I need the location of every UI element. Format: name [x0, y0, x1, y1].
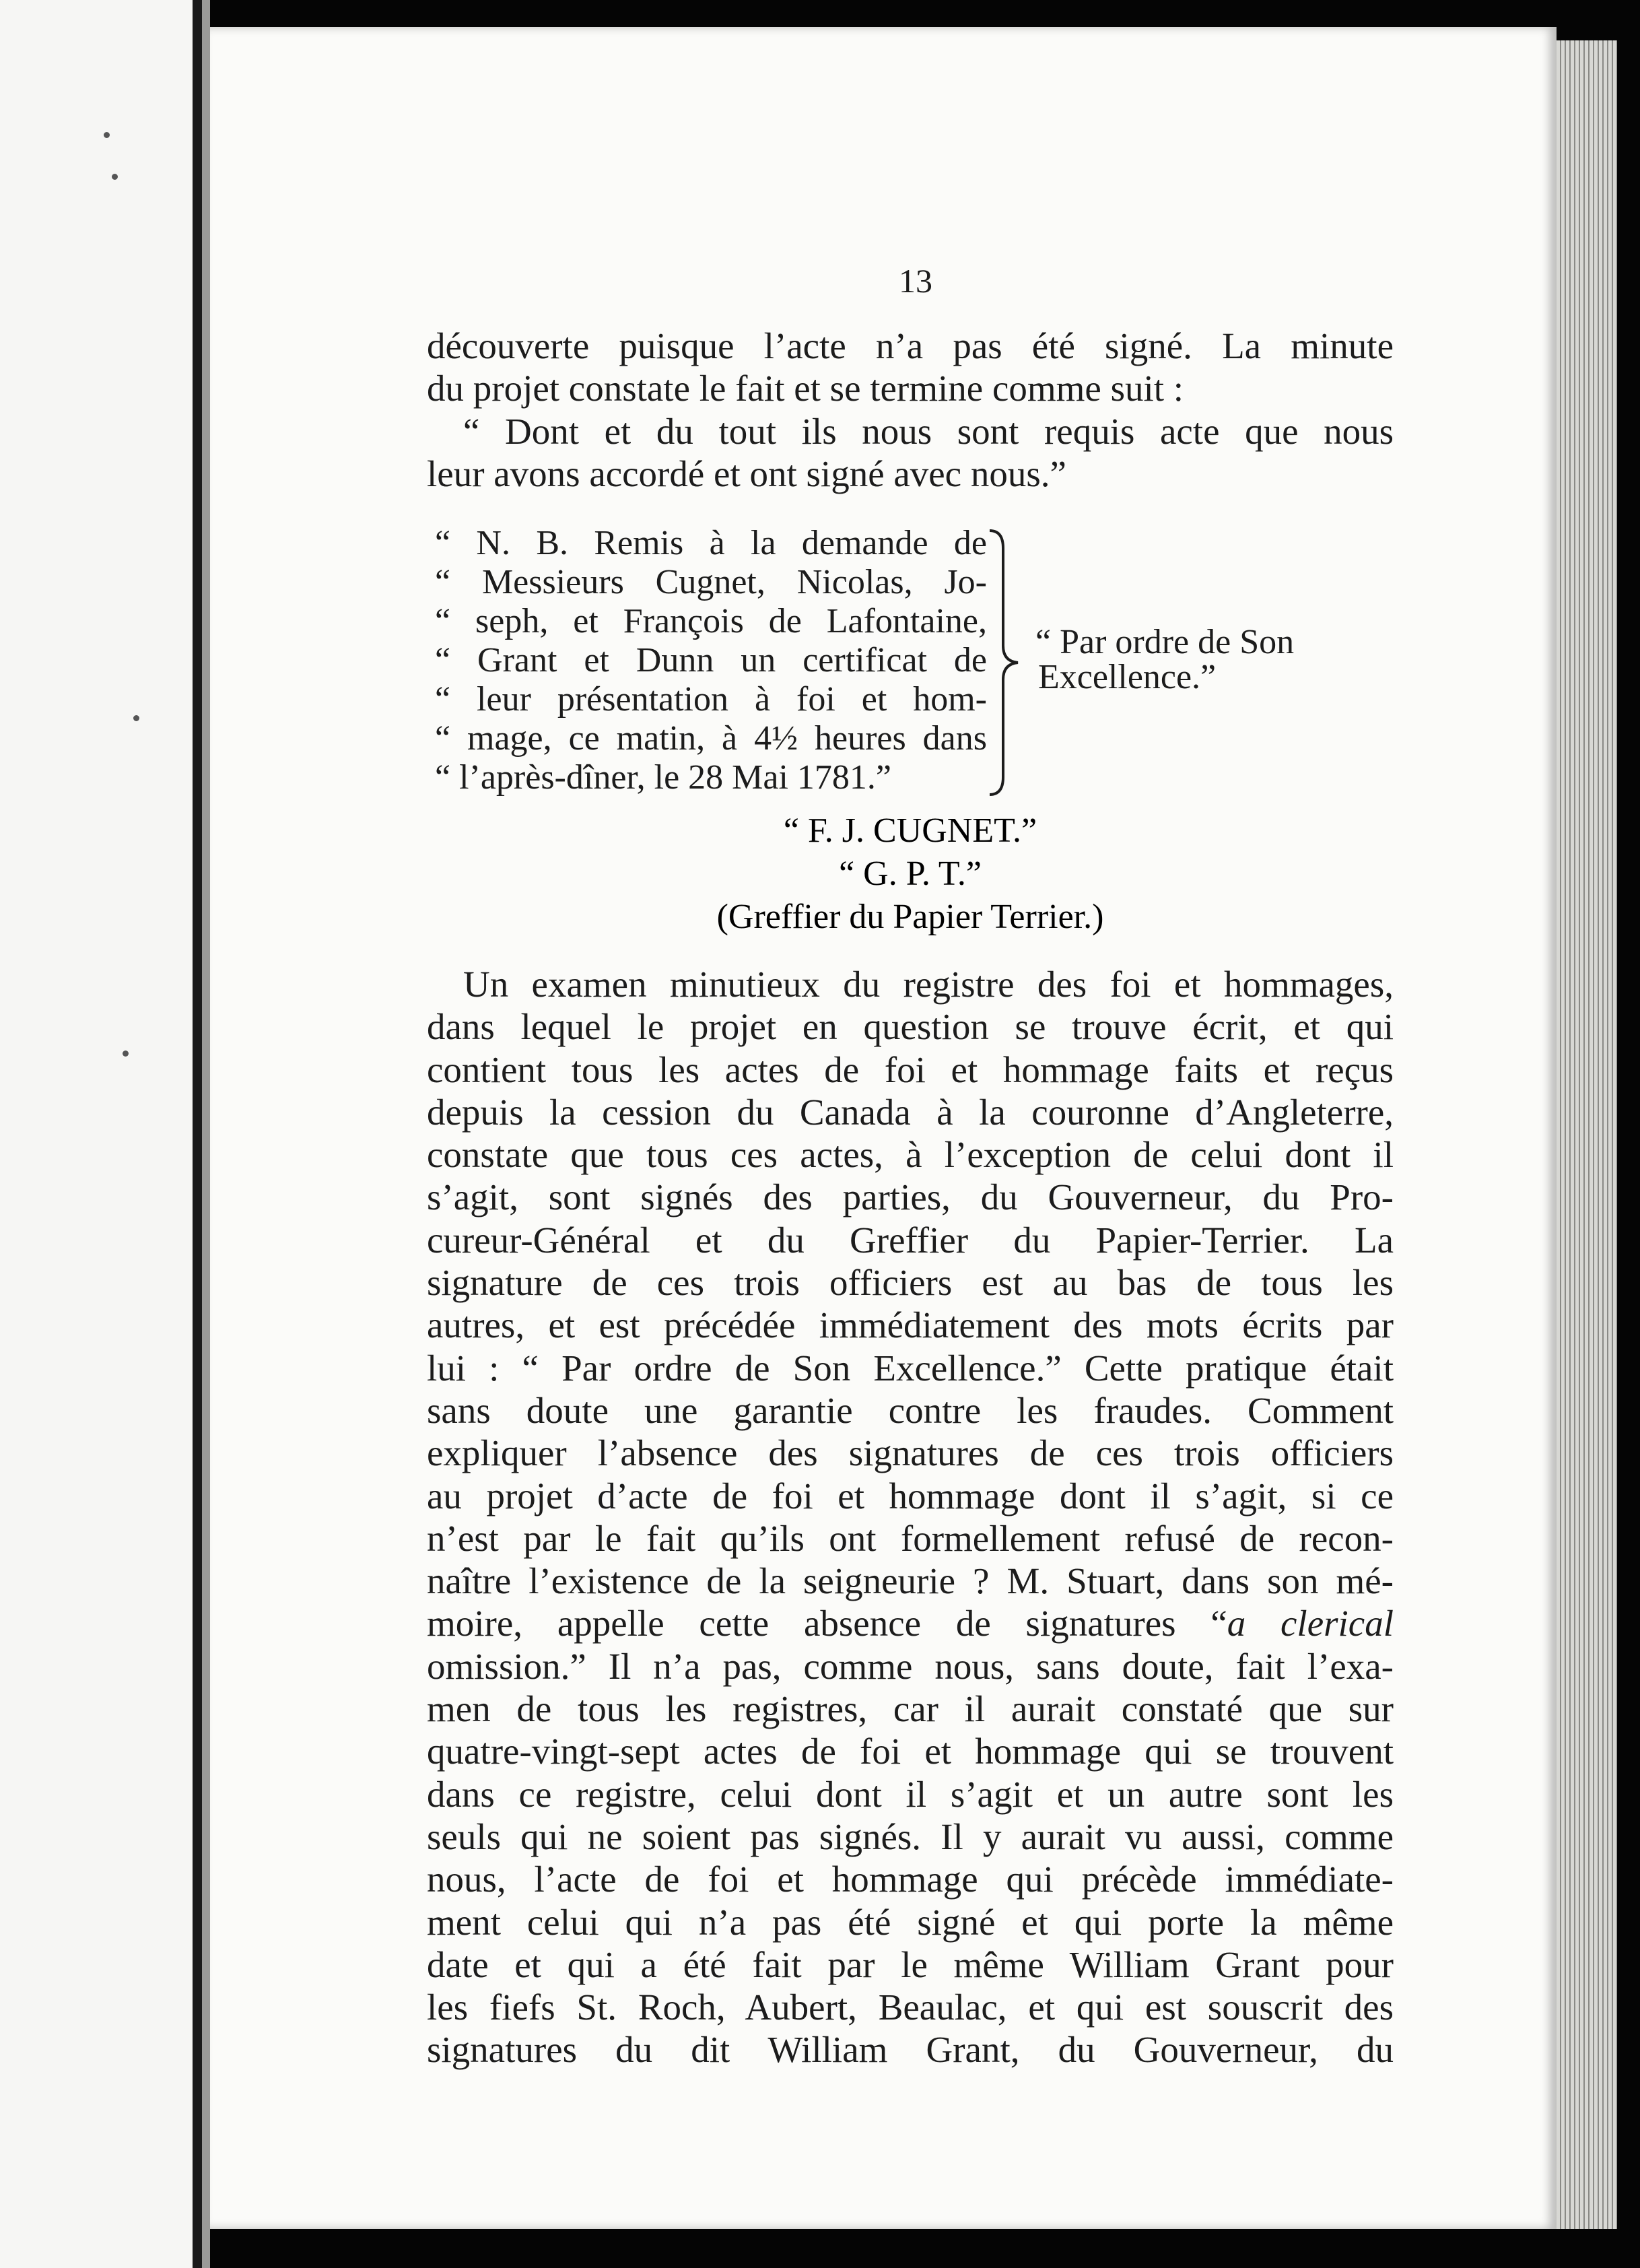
- nota-bene-line: “ mage, ce matin, à 4½ heures dans: [435, 719, 987, 758]
- text-line: au projet d’acte de foi et hommage dont il s’agit, si ce: [427, 1475, 1394, 1516]
- left-page-edge: [193, 0, 202, 2268]
- text-line: signatures du dit William Grant, du Gouverneur, du: [427, 2029, 1394, 2071]
- text-line: signature de ces trois officiers est au bas de tous les: [427, 1262, 1394, 1304]
- nota-bene-line: “ N. B. Remis à la demande de: [435, 524, 987, 562]
- nota-bene-line: “ leur présentation à foi et hom-: [435, 680, 987, 719]
- side-note: [1035, 625, 1294, 695]
- text-line: depuis la cession du Canada à la couronne d’Angleterre,: [427, 1091, 1394, 1133]
- text-line: lui : “ Par ordre de Son Excellence.” Cette pratique était: [427, 1347, 1394, 1389]
- text-line: dans lequel le projet en question se trouve écrit, et qui: [427, 1006, 1394, 1048]
- text-line: naître l’existence de la seigneurie ? M. Stuart, dans son mé-: [427, 1560, 1394, 1602]
- text-line: du projet constate le fait et se termine comme suit :: [427, 368, 1184, 409]
- paragraph-2: [427, 963, 1394, 2071]
- text-line: s’agit, sont signés des parties, du Gouverneur, du Pro-: [427, 1176, 1394, 1218]
- text-line: dans ce registre, celui dont il s’agit et un autre sont les: [427, 1773, 1394, 1815]
- text-line: “ Dont et du tout ils nous sont requis acte que nous: [463, 410, 1394, 452]
- paragraph-1: [427, 325, 1394, 495]
- text-line: omission.” Il n’a pas, comme nous, sans doute, fait l’exa-: [427, 1645, 1394, 1687]
- nota-bene-text: [435, 524, 987, 797]
- speck: [123, 1050, 129, 1057]
- text-line: date et qui a été fait par le même William Grant pour: [427, 1943, 1394, 1985]
- text-line-with-italic: [427, 1602, 1394, 1644]
- speck: [133, 715, 139, 721]
- speck: [112, 174, 118, 180]
- nota-bene-line: “ seph, et François de Lafontaine,: [435, 602, 987, 640]
- text-line: découverte puisque l’acte n’a pas été signé. La minute: [427, 325, 1394, 366]
- text-line: expliquer l’absence des signatures de ces trois officiers: [427, 1432, 1394, 1474]
- right-brace-icon: [986, 528, 1026, 797]
- text-fragment: moire, appelle cette absence de signatures “: [427, 1603, 1227, 1644]
- text-line: nous, l’acte de foi et hommage qui précède immédiate-: [427, 1859, 1394, 1900]
- page-number: 13: [899, 262, 932, 300]
- text-line: seuls qui ne soient pas signés. Il y aurait vu aussi, comme: [427, 1815, 1394, 1857]
- page-stack-edge: [1557, 40, 1617, 2229]
- nota-bene-block: [427, 524, 1394, 797]
- text-line: leur avons accordé et ont signé avec nous.”: [427, 453, 1066, 494]
- text-line: ment celui qui n’a pas été signé et qui porte la même: [427, 1901, 1394, 1943]
- speck: [104, 132, 110, 138]
- signature-initials: “ G. P. T.”: [839, 855, 982, 893]
- italic-phrase: a clerical: [1227, 1603, 1394, 1644]
- text-line: men de tous les registres, car il aurait constaté que sur: [427, 1688, 1394, 1730]
- text-line: cureur-Général et du Greffier du Papier-Terrier. La: [427, 1219, 1394, 1261]
- text-line: quatre-vingt-sept actes de foi et hommage qui se trouvent: [427, 1731, 1394, 1772]
- side-note-line: Excellence.”: [1038, 658, 1217, 696]
- text-line: Un examen minutieux du registre des foi et hommages,: [463, 964, 1394, 1005]
- text-line: contient tous les actes de foi et hommage faits et reçus: [427, 1048, 1394, 1090]
- signature-name: “ F. J. CUGNET.”: [783, 811, 1037, 850]
- text-line: sans doute une garantie contre les fraudes. Comment: [427, 1389, 1394, 1431]
- text-line: autres, et est précédée immédiatement des mots écrits par: [427, 1304, 1394, 1346]
- side-note-line: “ Par ordre de Son: [1035, 623, 1295, 661]
- nota-bene-line: “ Grant et Dunn un certificat de: [435, 641, 987, 679]
- text-line: constate que tous ces actes, à l’exception de celui dont il: [427, 1134, 1394, 1176]
- signature-role: (Greffier du Papier Terrier.): [716, 898, 1104, 936]
- text-line: n’est par le fait qu’ils ont formellement refusé de recon-: [427, 1517, 1394, 1559]
- book-gutter: [202, 0, 210, 2268]
- left-page: [0, 0, 193, 2268]
- nota-bene-line: “ Messieurs Cugnet, Nicolas, Jo-: [435, 563, 987, 601]
- nota-bene-line: “ l’après-dîner, le 28 Mai 1781.”: [435, 758, 892, 797]
- text-line: les fiefs St. Roch, Aubert, Beaulac, et qui est souscrit des: [427, 1987, 1394, 2028]
